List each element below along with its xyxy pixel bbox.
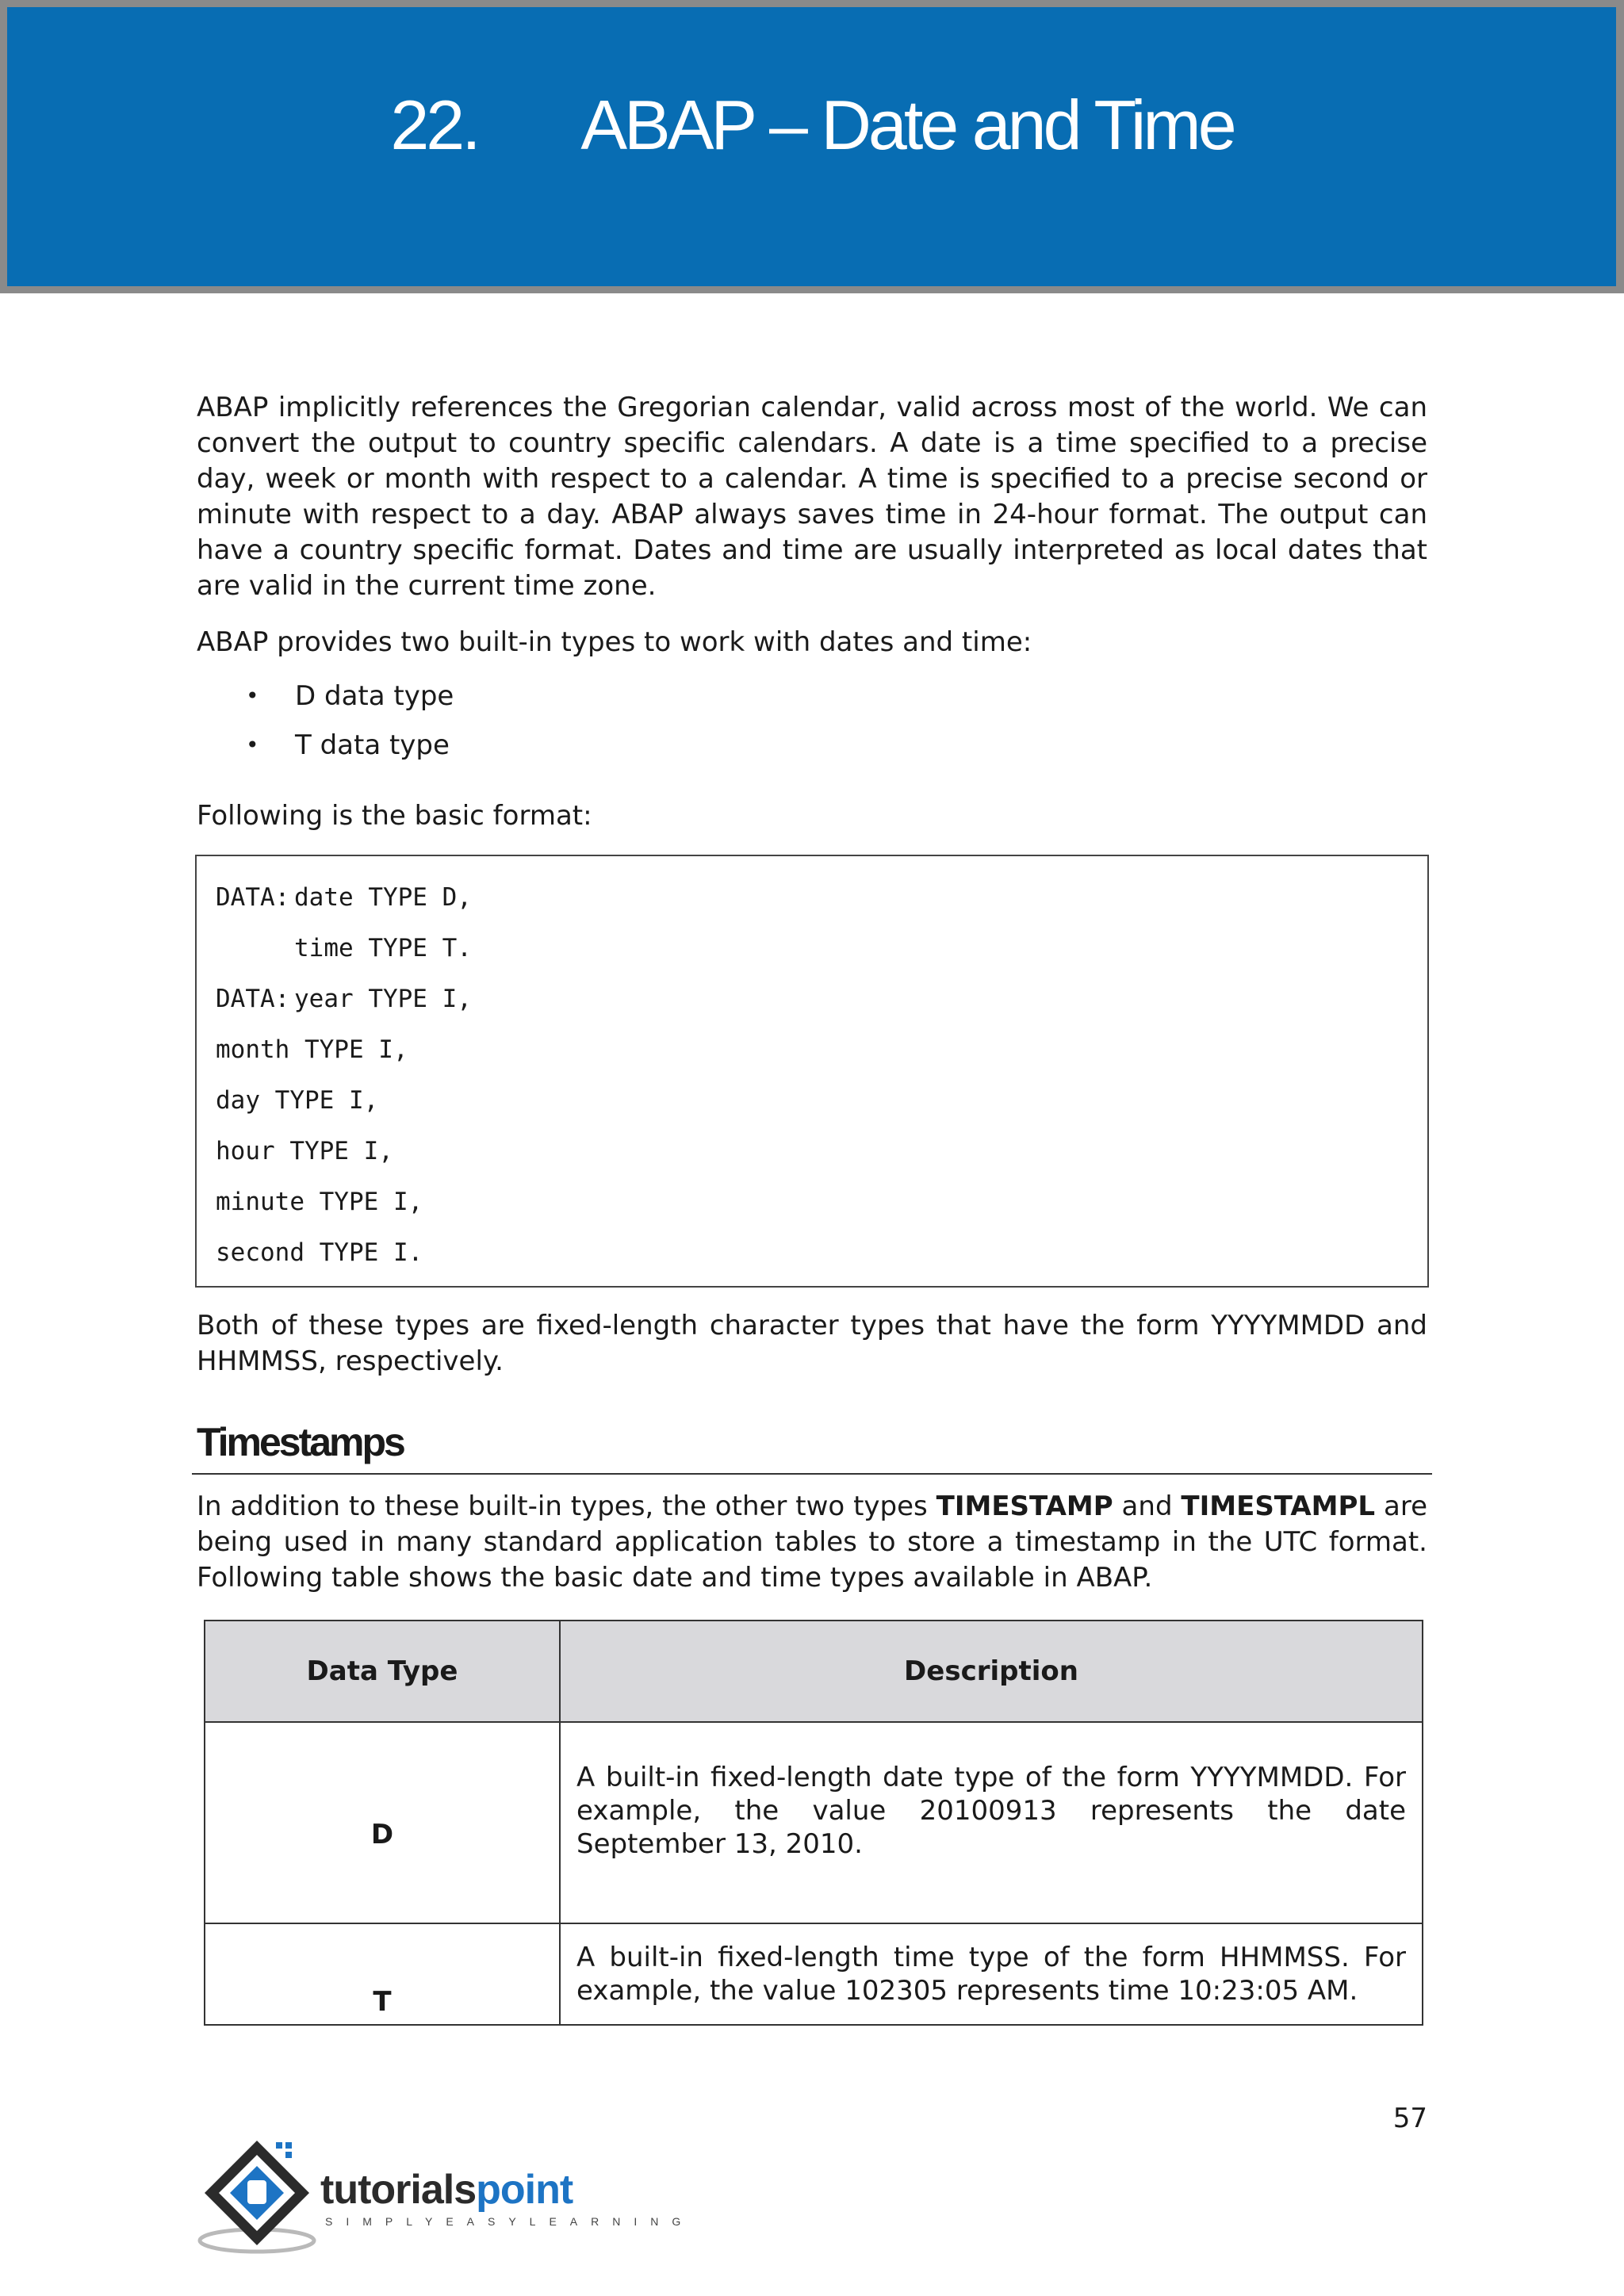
- code-line: hour TYPE I,: [216, 1137, 393, 1165]
- bullet-icon: •: [246, 732, 259, 758]
- column-header-description: Description: [560, 1621, 1423, 1722]
- code-line: second TYPE I.: [216, 1238, 423, 1267]
- code-line: day TYPE I,: [216, 1086, 379, 1115]
- tutorialspoint-logo: [193, 2131, 695, 2258]
- format-intro: Following is the basic format:: [197, 800, 592, 832]
- chapter-title: [0, 86, 1624, 165]
- timestamps-paragraph: In addition to these built-in types, the other two types TIMESTAMP and TIMESTAMPL are being used in many standard application tables to store a timestamp in the UTC format. Following table shows the basic date and time types available in ABAP.: [197, 1490, 1427, 1594]
- code-line: time TYPE T.: [294, 934, 472, 962]
- logo-wordmark: tutorialspoint: [320, 2167, 573, 2213]
- chapter-number: 22.: [390, 86, 478, 164]
- bullet-icon: •: [246, 683, 259, 709]
- section-heading-timestamps: Timestamps: [192, 1418, 1432, 1475]
- builtin-types-intro: ABAP provides two built-in types to work with dates and time:: [197, 626, 1032, 658]
- table-row: [205, 1923, 1423, 2025]
- types-form-paragraph: Both of these types are fixed-length character types that have the form YYYYMMDD and HHMMSS, respectively.: [197, 1310, 1427, 1377]
- list-item: • T data type: [197, 721, 1427, 770]
- code-line: month TYPE I,: [216, 1035, 408, 1064]
- column-header-data-type: Data Type: [205, 1621, 560, 1722]
- table-header-row: [205, 1621, 1423, 1722]
- code-line: DATA: date TYPE D,: [216, 883, 472, 912]
- builtin-types-list: [197, 672, 1427, 770]
- list-item: • D data type: [197, 672, 1427, 721]
- type-cell: D: [205, 1722, 560, 1923]
- code-line: minute TYPE I,: [216, 1188, 423, 1216]
- type-cell: T: [205, 1923, 560, 2025]
- date-time-types-table: [204, 1620, 1423, 2026]
- intro-paragraph: ABAP implicitly references the Gregorian calendar, valid across most of the world. We can convert the output to country specific calendars. A date is a time specified to a precise day, week or month with respect to a calendar. A time is specified to a precise second or minute with respect to a day. ABAP always saves time in 24-hour format. The output can have a country specific format. Dates and time are usually interpreted as local dates that are valid in the current time zone.: [197, 392, 1427, 602]
- code-block: [195, 855, 1429, 1288]
- page-number: 57: [1392, 2103, 1427, 2134]
- chapter-title-text: ABAP – Date and Time: [580, 86, 1234, 164]
- description-cell: A built-in fixed-length date type of the form YYYYMMDD. For example, the value 20100913 represents the date September 13, 2010.: [560, 1722, 1423, 1923]
- chapter-header: [0, 0, 1624, 293]
- description-cell: A built-in fixed-length time type of the form HHMMSS. For example, the value 102305 represents time 10:23:05 AM.: [560, 1923, 1423, 2025]
- logo-tagline: SIMPLYEASYLEARNING: [325, 2215, 695, 2228]
- page-content: [197, 390, 1427, 2026]
- code-line: DATA: year TYPE I,: [216, 985, 472, 1013]
- logo-emblem-icon: [193, 2131, 320, 2258]
- table-row: [205, 1722, 1423, 1923]
